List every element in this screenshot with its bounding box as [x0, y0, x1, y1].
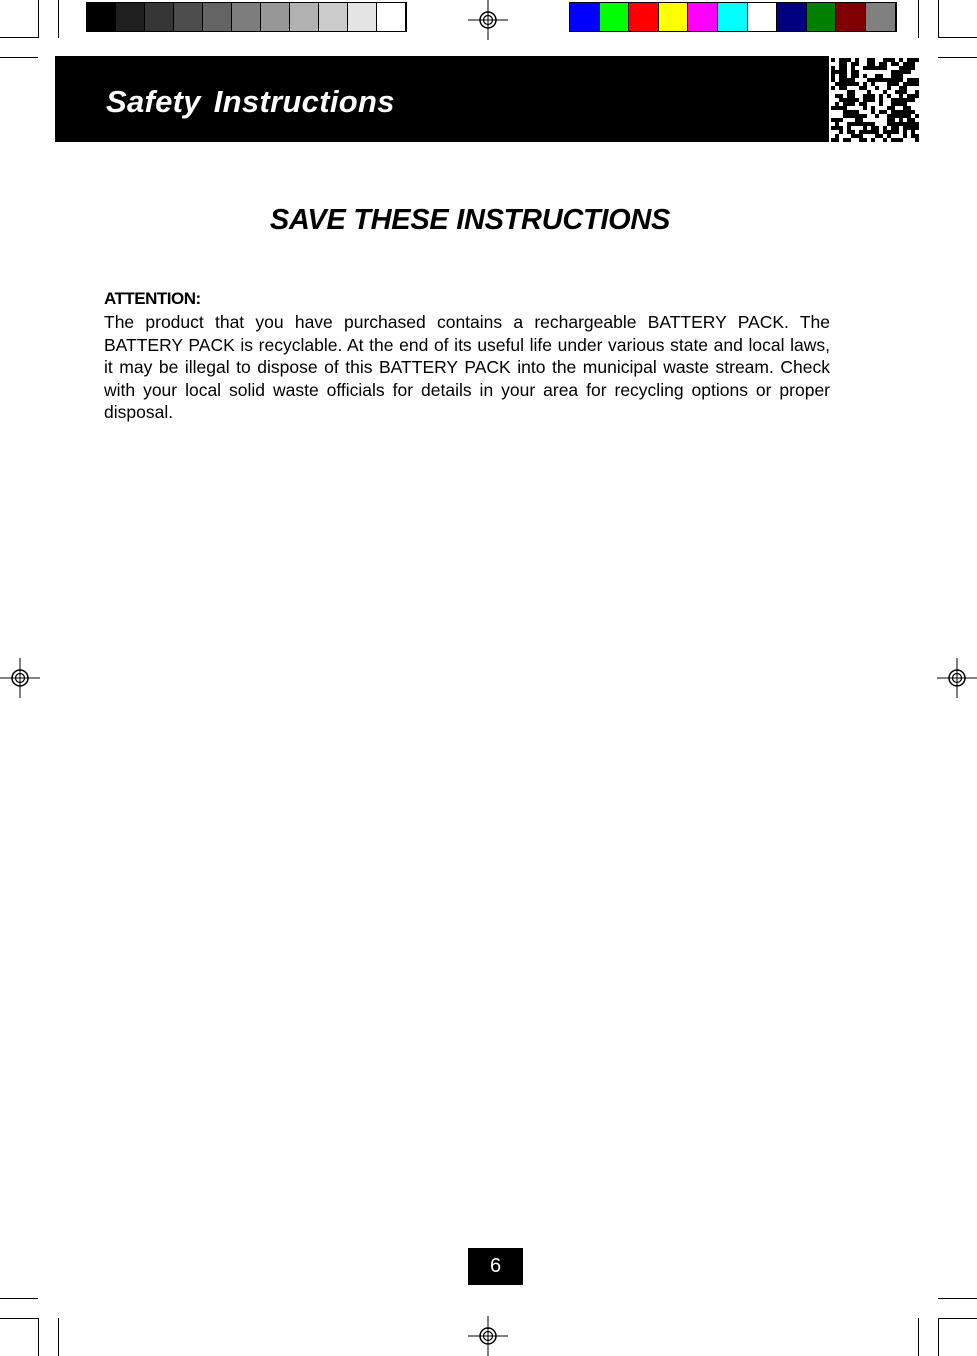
crop-mark	[0, 37, 38, 38]
calibration-swatch	[377, 3, 406, 31]
calibration-swatch	[570, 3, 600, 31]
calibration-swatch	[718, 3, 748, 31]
crop-mark	[58, 0, 59, 38]
registration-mark-icon	[937, 658, 977, 698]
registration-mark-icon	[0, 658, 40, 698]
crop-mark	[938, 57, 977, 58]
calibration-swatch	[688, 3, 718, 31]
calibration-swatch	[174, 3, 203, 31]
calibration-swatch	[629, 3, 659, 31]
crop-mark	[38, 0, 39, 38]
attention-label: ATTENTION:	[104, 289, 201, 308]
calibration-swatch	[290, 3, 319, 31]
barcode-icon	[829, 56, 921, 142]
attention-paragraph: The product that you have purchased contains a rechargeable BATTERY PACK. The BATTERY PACK is recyclable. At the end of its useful life under various state and local laws, it may be illegal to dispose of this BATTERY PACK into the municipal waste stream. Check with your local solid waste officials for details in your area for recycling options or proper disposal.	[104, 312, 830, 422]
crop-mark	[938, 37, 977, 38]
crop-mark	[0, 1318, 38, 1319]
calibration-swatch	[600, 3, 630, 31]
calibration-swatch	[748, 3, 778, 31]
calibration-swatch	[777, 3, 807, 31]
calibration-swatch	[232, 3, 261, 31]
crop-mark	[0, 57, 38, 58]
calibration-swatch	[348, 3, 377, 31]
crop-mark	[938, 1298, 977, 1299]
save-instructions-heading: SAVE THESE INSTRUCTIONS	[269, 204, 671, 236]
crop-mark	[58, 1318, 59, 1356]
calibration-swatch	[807, 3, 837, 31]
crop-mark	[38, 1318, 39, 1356]
page-number: 6	[468, 1248, 523, 1285]
crop-mark	[938, 0, 939, 38]
calibration-swatch	[319, 3, 348, 31]
registration-mark-icon	[468, 0, 508, 40]
calibration-swatch	[203, 3, 232, 31]
section-title: Safety Instructions	[106, 84, 395, 119]
crop-mark	[938, 1318, 939, 1356]
crop-mark	[918, 0, 919, 38]
calibration-swatch	[866, 3, 896, 31]
calibration-swatch	[836, 3, 866, 31]
calibration-swatch	[261, 3, 290, 31]
grayscale-calibration-strip	[86, 2, 407, 32]
calibration-swatch	[87, 3, 116, 31]
calibration-swatch	[145, 3, 174, 31]
crop-mark	[0, 1298, 38, 1299]
crop-mark	[918, 1318, 919, 1356]
color-calibration-strip	[569, 2, 897, 32]
calibration-swatch	[116, 3, 145, 31]
calibration-swatch	[659, 3, 689, 31]
registration-mark-icon	[468, 1316, 508, 1356]
crop-mark	[938, 1318, 977, 1319]
